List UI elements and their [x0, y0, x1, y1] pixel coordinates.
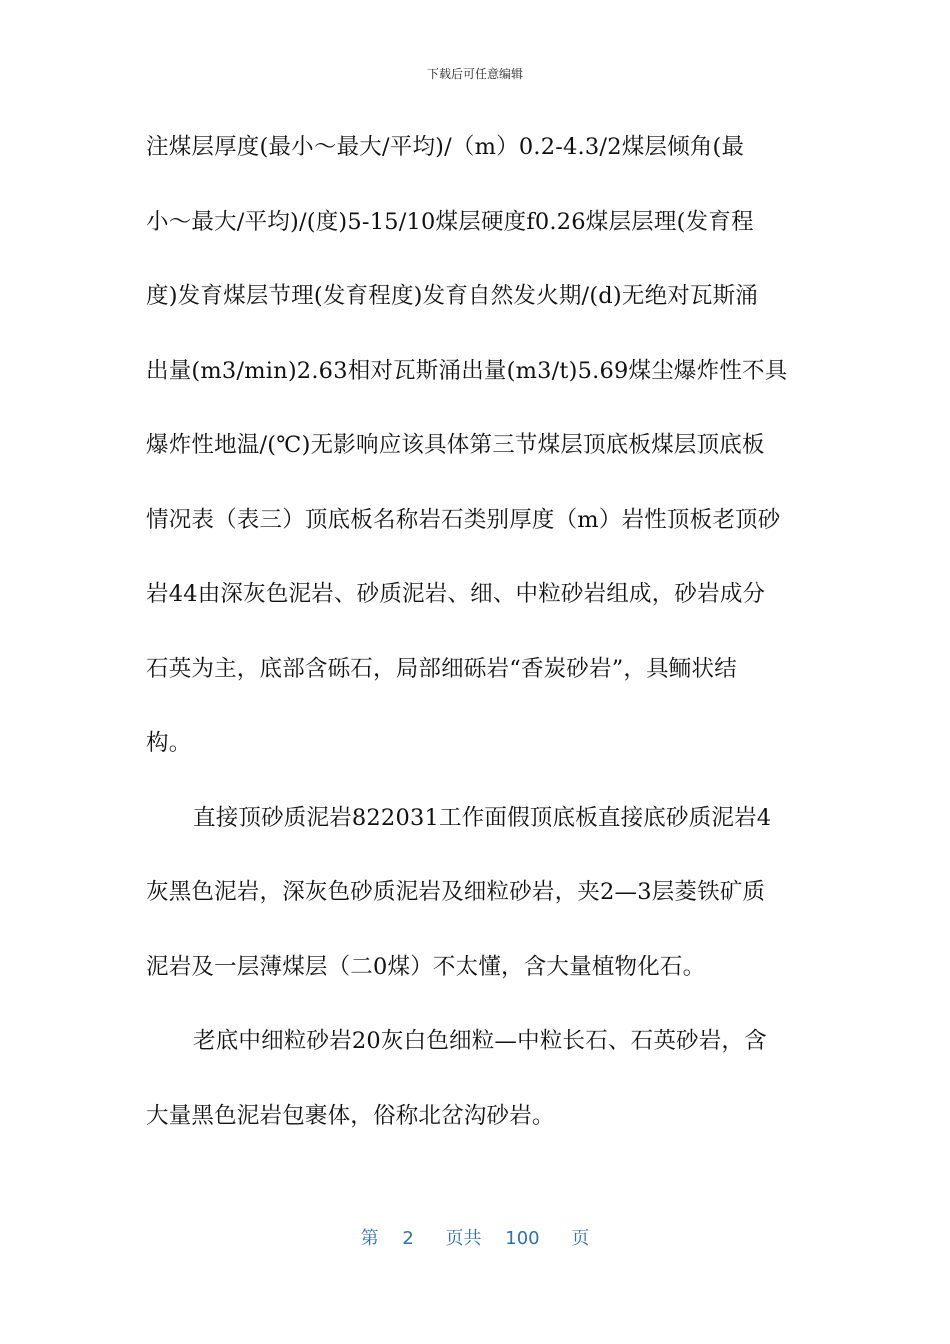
text-line: 爆炸性地温/(℃)无影响应该具体第三节煤层顶底板煤层顶底板: [146, 432, 765, 458]
text-line: 出量(m3/min)2.63相对瓦斯涌出量(m3/t)5.69煤尘爆炸性不具: [146, 357, 788, 384]
text-line: 小～最大/平均)/(度)5-15/10煤层硬度f0.26煤层层理(发育程: [146, 208, 754, 235]
text-line: 灰黑色泥岩，深灰色砂质泥岩及细粒砂岩，夹2—3层菱铁矿质: [146, 879, 766, 905]
text-line: 泥岩及一层薄煤层（二0煤）不太懂，含大量植物化石。: [146, 953, 706, 980]
page-footer: [0, 1224, 950, 1254]
document-body: [146, 110, 806, 1153]
page-header: 下载后可任意编辑: [426, 67, 523, 81]
footer-page-number: 2: [402, 1228, 414, 1249]
text-line: 石英为主，底部含砾石，局部细砾岩“香炭砂岩”，具鲕状结: [146, 655, 737, 682]
text-line: 岩44由深灰色泥岩、砂质泥岩、细、中粒砂岩组成，砂岩成分: [146, 581, 766, 607]
text-line: 注煤层厚度(最小～最大/平均)/（m）0.2-4.3/2煤层倾角(最: [146, 134, 745, 160]
footer-prefix: 第: [360, 1228, 379, 1249]
paragraph-start-line: 老底中细粒砂岩20灰白色细粒—中粒长石、石英砂岩，含: [193, 1028, 767, 1054]
footer-total-pages: 100: [505, 1228, 540, 1249]
text-line: 度)发育煤层节理(发育程度)发育自然发火期/(d)无绝对瓦斯涌: [146, 283, 759, 309]
text-line: 构。: [146, 730, 192, 756]
text-line: 情况表（表三）顶底板名称岩石类别厚度（m）岩性顶板老顶砂: [146, 506, 781, 533]
text-line: 大量黑色泥岩包裹体，俗称北岔沟砂岩。: [146, 1102, 555, 1129]
footer-middle: 页共: [445, 1228, 482, 1249]
footer-suffix: 页: [571, 1228, 590, 1249]
paragraph-start-line: 直接顶砂质泥岩822031工作面假顶底板直接底砂质泥岩4: [193, 804, 772, 831]
